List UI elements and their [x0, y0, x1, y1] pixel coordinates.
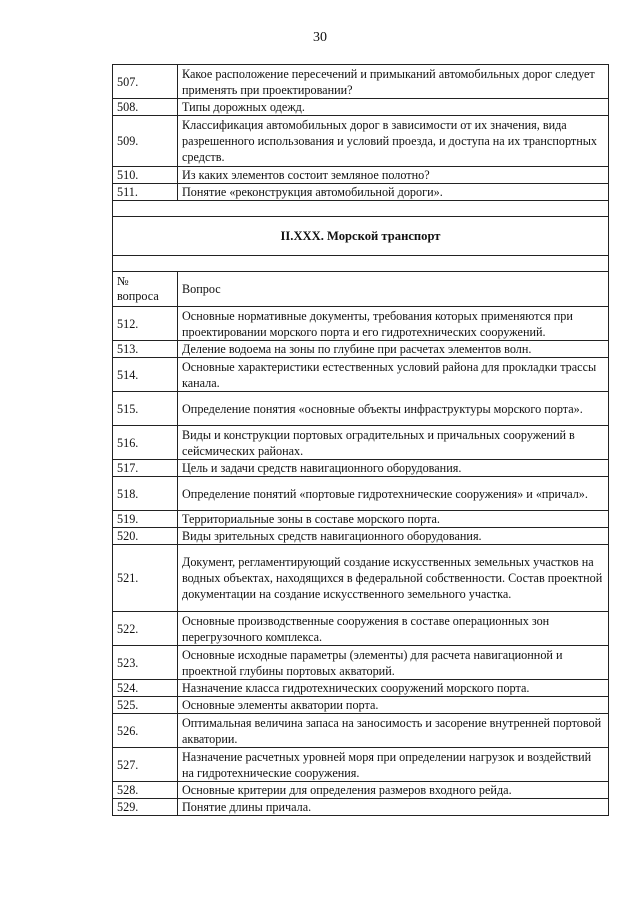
- question-number: 515.: [113, 392, 178, 426]
- question-number: 529.: [113, 799, 178, 816]
- question-text: Основные производственные сооружения в составе операционных зон перегрузочного комплекса.: [178, 612, 609, 646]
- question-text: Деление водоема на зоны по глубине при расчетах элементов волн.: [178, 341, 609, 358]
- question-row: [113, 714, 609, 748]
- question-number: 523.: [113, 646, 178, 680]
- section-title: II.XXX. Морской транспорт: [113, 217, 609, 256]
- question-number: 507.: [113, 65, 178, 99]
- question-number: 514.: [113, 358, 178, 392]
- question-number: 527.: [113, 748, 178, 782]
- question-row: [113, 680, 609, 697]
- question-row: [113, 697, 609, 714]
- question-text: Понятие длины причала.: [178, 799, 609, 816]
- question-row: [113, 392, 609, 426]
- question-row: [113, 612, 609, 646]
- question-row: [113, 477, 609, 511]
- question-text: Какое расположение пересечений и примыканий автомобильных дорог следует применять при проектировании?: [178, 65, 609, 99]
- question-row: [113, 460, 609, 477]
- question-row: [113, 545, 609, 612]
- question-number: 518.: [113, 477, 178, 511]
- question-row: [113, 341, 609, 358]
- question-row: [113, 528, 609, 545]
- question-number: 521.: [113, 545, 178, 612]
- section-gap: [113, 201, 609, 217]
- question-row: [113, 748, 609, 782]
- question-row: [113, 116, 609, 167]
- question-number: 511.: [113, 184, 178, 201]
- table-header-row: [113, 272, 609, 307]
- question-number: 513.: [113, 341, 178, 358]
- question-row: [113, 511, 609, 528]
- question-text: Оптимальная величина запаса на заносимость и засорение внутренней портовой акватории.: [178, 714, 609, 748]
- section-heading-row: [113, 217, 609, 256]
- question-text: Основные характеристики естественных условий района для прокладки трассы канала.: [178, 358, 609, 392]
- question-row: [113, 646, 609, 680]
- question-number: 512.: [113, 307, 178, 341]
- header-number: № вопроса: [113, 272, 178, 307]
- question-number: 525.: [113, 697, 178, 714]
- question-text: Основные нормативные документы, требования которых применяются при проектировании морского порта и его гидротехнических сооружений.: [178, 307, 609, 341]
- question-text: Виды зрительных средств навигационного оборудования.: [178, 528, 609, 545]
- section-gap: [113, 256, 609, 272]
- question-text: Территориальные зоны в составе морского порта.: [178, 511, 609, 528]
- question-text: Классификация автомобильных дорог в зависимости от их значения, вида разрешенного использования и условий проезда, и доступа на их транспортных средств.: [178, 116, 609, 167]
- question-row: [113, 782, 609, 799]
- question-row: [113, 167, 609, 184]
- question-number: 508.: [113, 99, 178, 116]
- question-text: Виды и конструкции портовых оградительных и причальных сооружений в сейсмических районах.: [178, 426, 609, 460]
- question-number: 517.: [113, 460, 178, 477]
- header-question: Вопрос: [178, 272, 609, 307]
- question-row: [113, 358, 609, 392]
- question-text: Основные исходные параметры (элементы) для расчета навигационной и проектной глубины портовых акваторий.: [178, 646, 609, 680]
- question-text: Определение понятия «основные объекты инфраструктуры морского порта».: [178, 392, 609, 426]
- questions-table-bottom: [113, 307, 609, 816]
- question-text: Типы дорожных одежд.: [178, 99, 609, 116]
- question-row: [113, 426, 609, 460]
- question-text: Основные элементы акватории порта.: [178, 697, 609, 714]
- question-text: Основные критерии для определения размеров входного рейда.: [178, 782, 609, 799]
- question-number: 510.: [113, 167, 178, 184]
- question-number: 516.: [113, 426, 178, 460]
- question-number: 524.: [113, 680, 178, 697]
- question-row: [113, 307, 609, 341]
- question-row: [113, 99, 609, 116]
- section-block: [113, 201, 609, 307]
- question-text: Назначение расчетных уровней моря при определении нагрузок и воздействий на гидротехнические сооружения.: [178, 748, 609, 782]
- question-text: Цель и задачи средств навигационного оборудования.: [178, 460, 609, 477]
- question-number: 522.: [113, 612, 178, 646]
- question-number: 528.: [113, 782, 178, 799]
- question-text: Документ, регламентирующий создание искусственных земельных участков на водных объектах, находящихся в федеральной собственности. Состав проектной документации на создание искусственного земельного участка.: [178, 545, 609, 612]
- page-number: 30: [313, 30, 327, 45]
- questions-table-top: [113, 65, 609, 201]
- question-text: Понятие «реконструкция автомобильной дороги».: [178, 184, 609, 201]
- question-row: [113, 799, 609, 816]
- question-text: Назначение класса гидротехнических сооружений морского порта.: [178, 680, 609, 697]
- questions-table: [112, 64, 609, 816]
- question-row: [113, 184, 609, 201]
- question-text: Из каких элементов состоит земляное полотно?: [178, 167, 609, 184]
- question-number: 519.: [113, 511, 178, 528]
- question-number: 520.: [113, 528, 178, 545]
- question-text: Определение понятий «портовые гидротехнические сооружения» и «причал».: [178, 477, 609, 511]
- question-row: [113, 65, 609, 99]
- question-number: 526.: [113, 714, 178, 748]
- question-number: 509.: [113, 116, 178, 167]
